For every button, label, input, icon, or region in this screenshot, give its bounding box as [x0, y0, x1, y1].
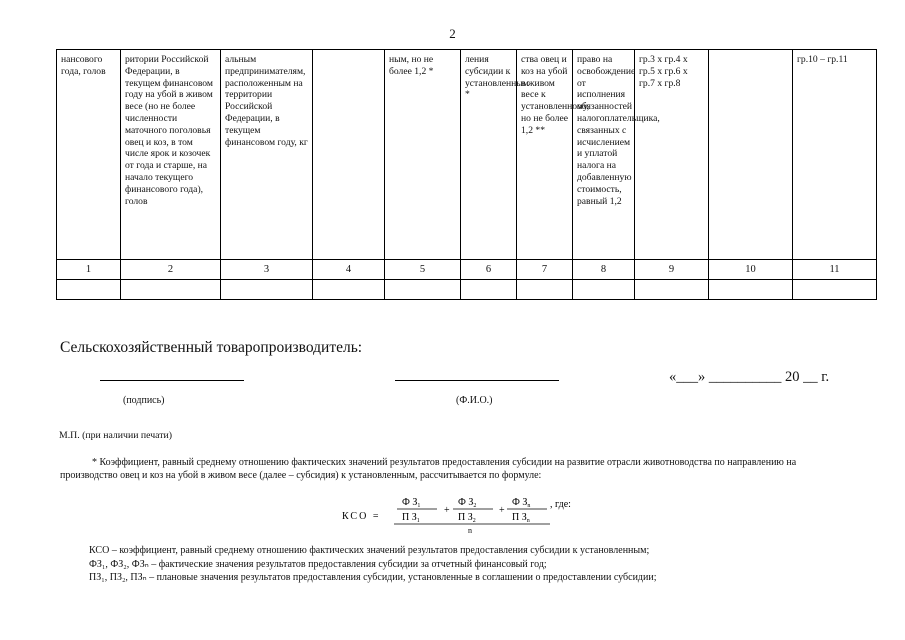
table-header-row [57, 50, 877, 260]
formula-suffix: , где: [550, 499, 571, 510]
empty-cell [385, 280, 461, 300]
column-number: 1 [57, 260, 121, 280]
empty-cell [461, 280, 517, 300]
empty-cell [635, 280, 709, 300]
name-caption: (Ф.И.О.) [456, 395, 493, 406]
footnote-text: * Коэффициент, равный среднему отношению фактических значений результатов предоставления субсидии на развитие отрасли животноводства по направлению на производство овец и коз на убой в живом весе (далее – субсидия) к установленным, рассчитывается по формуле: [60, 457, 797, 481]
formula-denominator: n [468, 526, 472, 534]
empty-cell [313, 280, 385, 300]
column-number: 2 [121, 260, 221, 280]
column-number: 6 [461, 260, 517, 280]
header-cell: альным предпринимателям, расположенным на территории Российской Федерации, в текущем финансовом году, кг [221, 50, 313, 260]
header-cell: ства овец и коз на убой в живом весе к установленному, но не более 1,2 ** [517, 50, 573, 260]
fraction-denominator: П $З_1$ [402, 512, 420, 524]
empty-cell [793, 280, 877, 300]
empty-cell [221, 280, 313, 300]
column-number: 7 [517, 260, 573, 280]
name-line [395, 380, 559, 381]
empty-cell [121, 280, 221, 300]
header-cell: ным, но не более 1,2 * [385, 50, 461, 260]
ksc-formula [340, 494, 600, 534]
column-number: 3 [221, 260, 313, 280]
header-cell: нансового года, голов [57, 50, 121, 260]
empty-cell [57, 280, 121, 300]
column-number: 9 [635, 260, 709, 280]
signature-caption: (подпись) [123, 395, 165, 406]
producer-label: Сельскохозяйственный товаропроизводитель: [60, 339, 363, 356]
header-cell: ритории Российской Федерации, в текущем финансовом году на убой в живом весе (но не более численности маточного поголовья овец и коз, в том числе ярок и козочек от года и старше, на начало текущего финансового года), голов [121, 50, 221, 260]
column-number: 10 [709, 260, 793, 280]
signature-line [100, 380, 244, 381]
empty-cell [709, 280, 793, 300]
date-line: «___» __________ 20 __ г. [669, 369, 830, 385]
fraction-numerator: Ф $З_n$ [512, 497, 531, 509]
header-cell [709, 50, 793, 260]
definition-item: ПЗ₁, ПЗ₂, ПЗₙ – плановые значения результатов предоставления субсидии, установленные в соглашении о предоставлении субсидии; [89, 572, 657, 583]
definition-item: ФЗ₁, ФЗ₂, ФЗₙ – фактические значения результатов предоставления субсидии за отчетный финансовый год; [89, 558, 547, 570]
column-number: 4 [313, 260, 385, 280]
plus-sign: + [499, 505, 505, 516]
header-cell: гр.10 – гр.11 [793, 50, 877, 260]
definitions-list [89, 544, 657, 585]
fraction-denominator: П $З_2$ [458, 512, 476, 524]
stamp-note: М.П. (при наличии печати) [59, 430, 173, 441]
empty-cell [573, 280, 635, 300]
page-number: 2 [449, 26, 456, 41]
header-cell [313, 50, 385, 260]
column-number: 5 [385, 260, 461, 280]
fraction-denominator: П $З_n$ [512, 512, 530, 524]
definition-item: КСО – коэффициент, равный среднему отношению фактических значений результатов предоставления субсидии к установленным; [89, 545, 650, 556]
fraction-numerator: Ф $З_1$ [402, 497, 421, 509]
plus-sign: + [444, 505, 450, 516]
subsidy-calculation-table [56, 49, 877, 300]
column-number: 8 [573, 260, 635, 280]
column-number: 11 [793, 260, 877, 280]
header-cell: ления субсидии к установленным * [461, 50, 517, 260]
fraction-numerator: Ф $З_2$ [458, 497, 477, 509]
header-cell: право на освобождение от исполнения обязанностей налогоплательщика, связанных с исчислением и уплатой налога на добавленную стоимость, равный 1,2 [573, 50, 635, 260]
column-number-row [57, 260, 877, 280]
formula-lhs: КСО = [342, 511, 381, 522]
header-cell: гр.3 х гр.4 х гр.5 х гр.6 х гр.7 х гр.8 [635, 50, 709, 260]
empty-data-row [57, 280, 877, 300]
empty-cell [517, 280, 573, 300]
